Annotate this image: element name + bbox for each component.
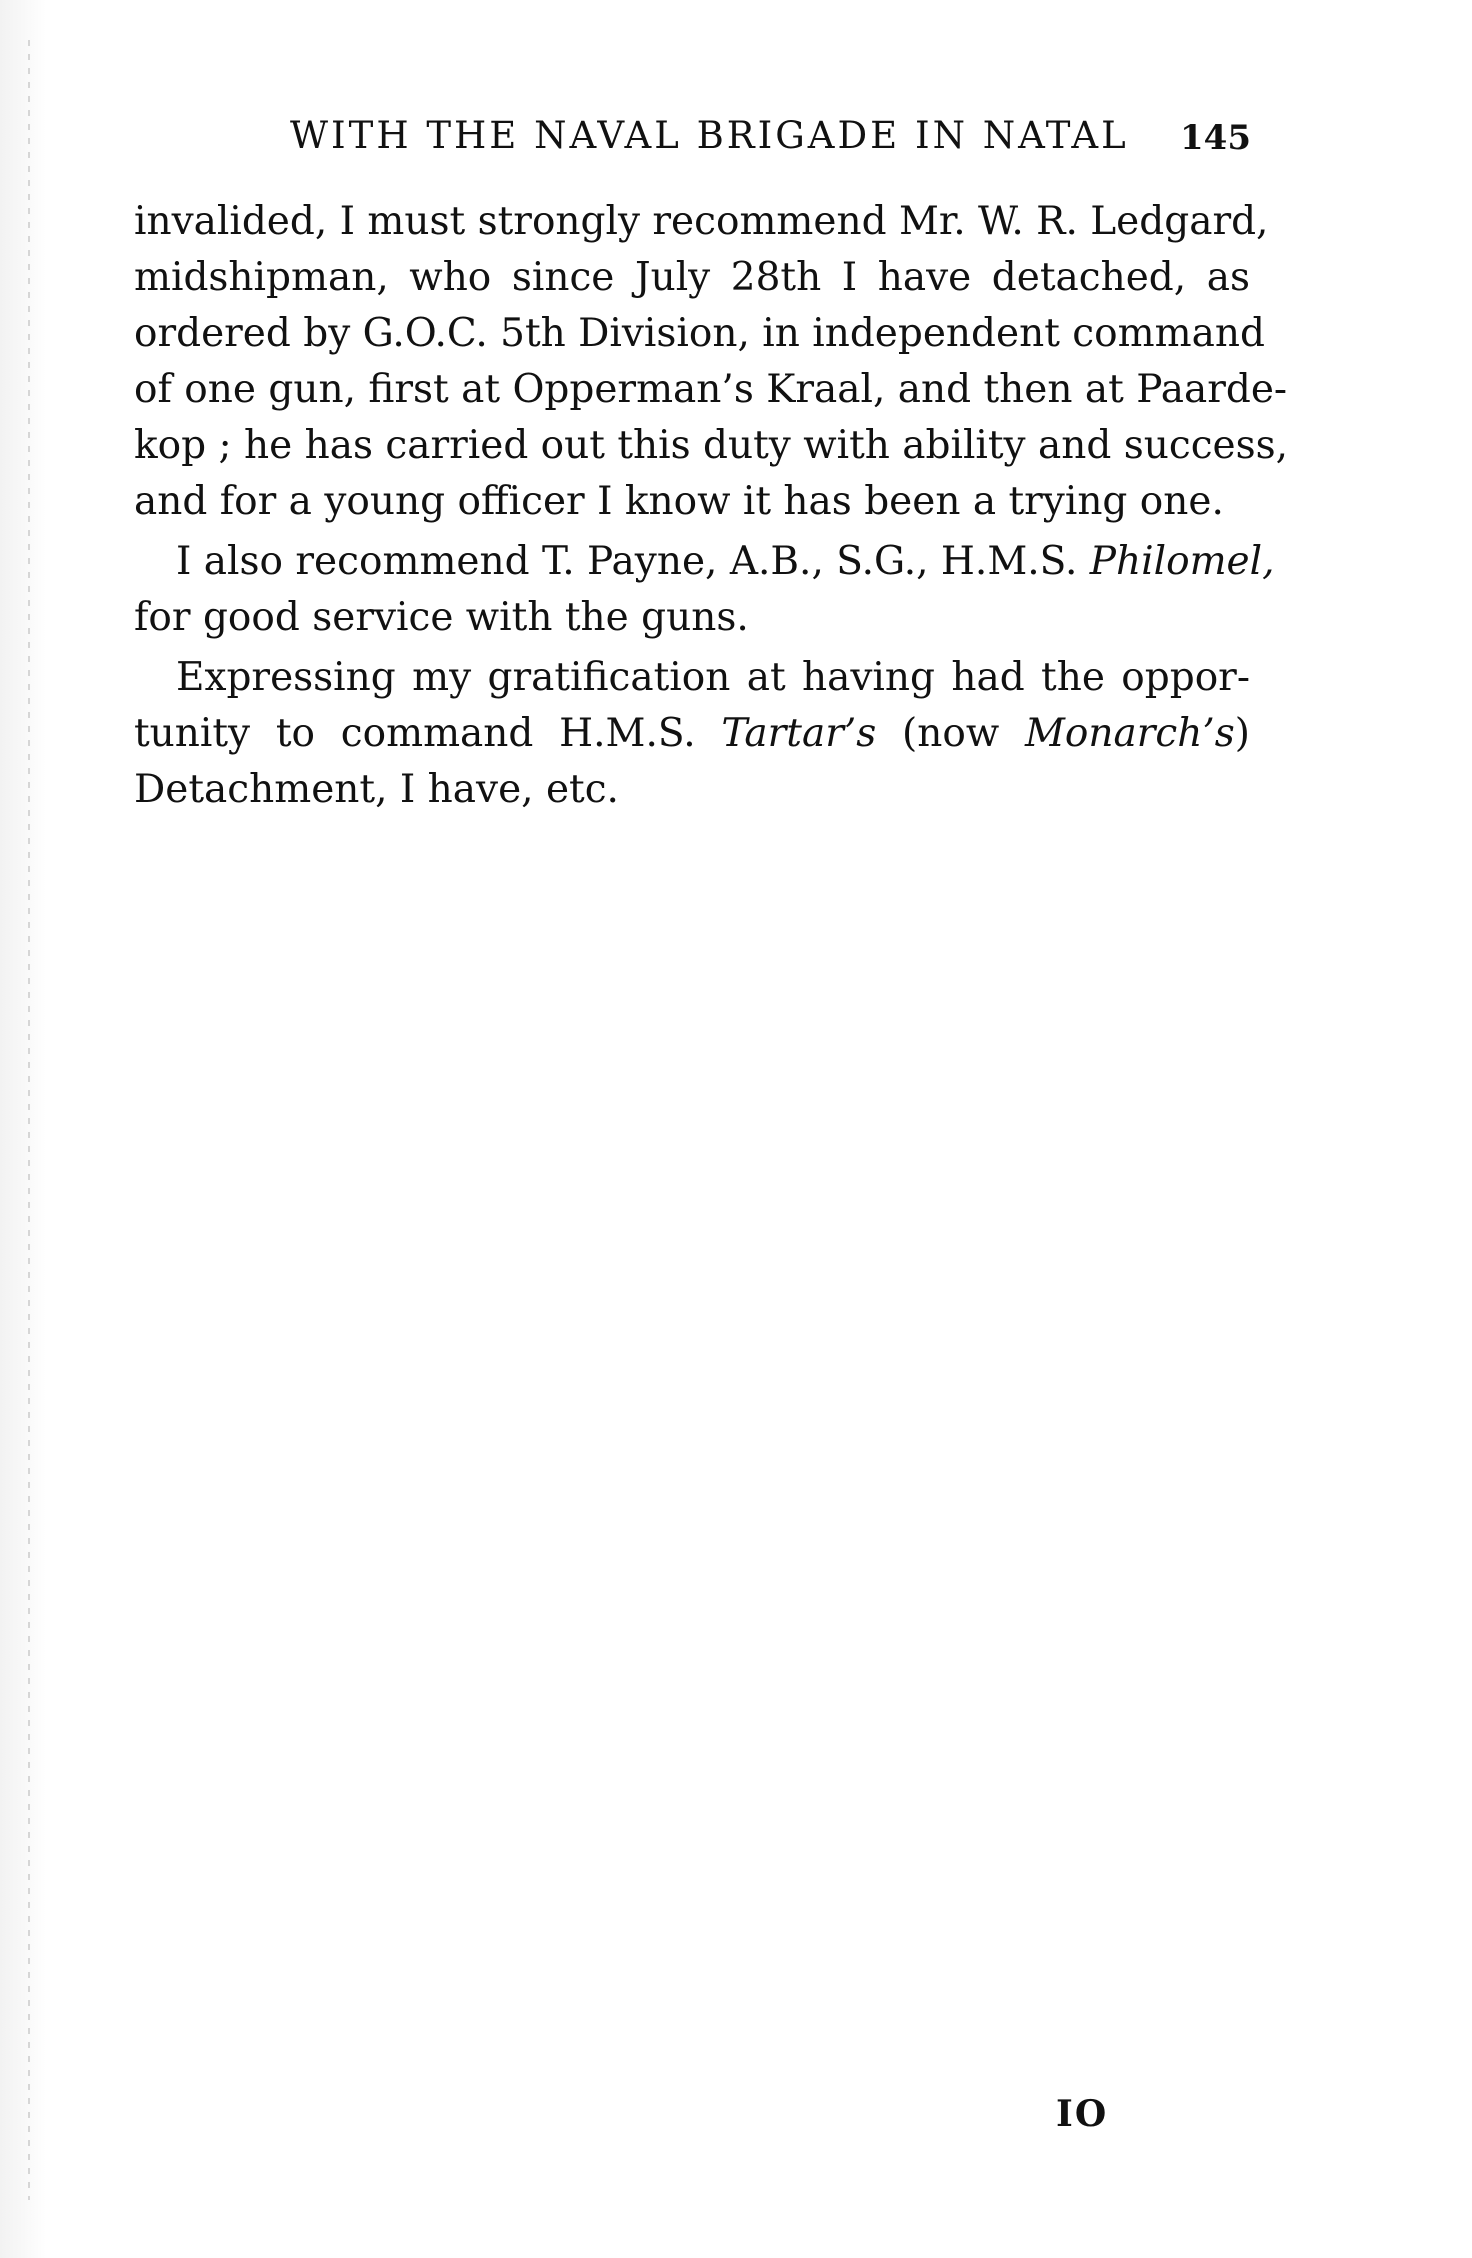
text-line: for good service with the guns. [134,595,749,640]
ship-name-tartar: Tartar’s [721,711,877,756]
text-line: Expressing my gratification at having had the oppor- [176,655,1250,700]
page-gutter-shadow [0,0,46,2258]
ship-name-philomel: Philomel, [1089,539,1275,584]
running-title: WITH THE NAVAL BRIGADE IN NATAL [290,114,1129,157]
text-line: invalided, I must strongly recommend Mr. W. R. Ledgard, [134,199,1269,244]
paragraph-recommendation-ledgard [134,194,1289,530]
text-segment: I also recommend T. Payne, A.B., S.G., H.M.S. [176,539,1090,584]
ship-name-monarch: Monarch’s [1024,711,1235,756]
text-line: Detachment, I have, etc. [134,767,619,812]
text-segment: ) [1234,711,1250,756]
body-text [134,194,1289,822]
text-line: and for a young officer I know it has been a trying one. [134,479,1224,524]
text-segment: tunity to command H.M.S. [134,711,722,756]
text-line: ordered by G.O.C. 5th Division, in independent command [134,311,1265,356]
binding-edge-marks [28,40,30,2200]
paragraph-recommendation-payne [134,534,1275,646]
paragraph-closing [134,650,1250,818]
text-line: of one gun, first at Opperman’s Kraal, and then at Paarde- [134,367,1288,412]
text-line [134,534,1275,590]
text-line: midshipman, who since July 28th I have detached, as [134,255,1250,300]
page-number: 145 [1180,118,1251,158]
text-line [134,706,1250,762]
text-segment: (now [876,711,1025,756]
signature-mark: IO [1056,2093,1109,2135]
running-head [0,112,1472,160]
text-line: kop ; he has carried out this duty with ability and success, [134,423,1289,468]
